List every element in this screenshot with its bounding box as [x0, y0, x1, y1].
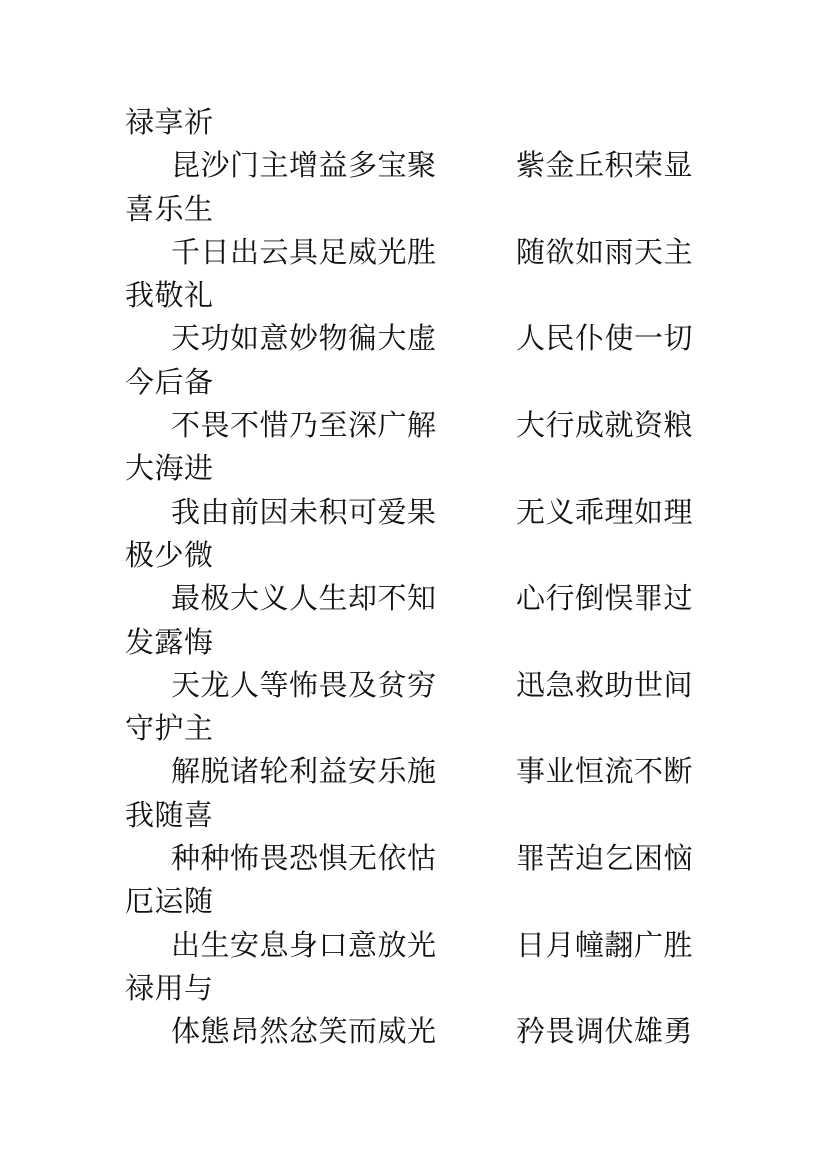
verse-right: 心行倒悮罪过: [516, 581, 694, 616]
continuation-line: 喜乐生: [125, 191, 214, 226]
verse-right: 无义乖理如理: [516, 494, 694, 529]
continuation-line: 禄享祈: [125, 105, 214, 139]
verse-line: [125, 404, 715, 447]
verse-left: 体態昂然忿笑而威光: [171, 1014, 437, 1049]
verse-line: [125, 317, 715, 360]
verse-left: 昆沙门主增益多宝聚: [171, 148, 437, 183]
verse-line: [125, 837, 715, 880]
verse-left: 最极大义人生却不知: [171, 581, 437, 616]
verse-line: [125, 231, 715, 274]
verse-right: 紫金丘积荣显: [516, 148, 694, 183]
continuation-line: 发露悔: [125, 624, 214, 659]
continuation-line: 禄用与: [125, 970, 214, 1005]
verse-right: 矜畏调伏雄勇: [516, 1014, 694, 1049]
verse-line: [125, 1010, 715, 1053]
verse-right: 大行成就资粮: [516, 408, 694, 443]
verse-line: [125, 144, 715, 187]
verse-left: 天功如意妙物徧大虚: [171, 321, 437, 356]
verse-line: [125, 491, 715, 534]
verse-left: 解脱诸轮利益安乐施: [171, 754, 437, 789]
verse-left: 我由前因未积可爱果: [171, 494, 437, 529]
continuation-line: 极少微: [125, 537, 214, 572]
continuation-line: 我敬礼: [125, 278, 214, 313]
continuation-line: 我随喜: [125, 797, 214, 832]
continuation-line: 今后备: [125, 364, 214, 399]
verse-right: 随欲如雨天主: [516, 234, 694, 269]
verse-left: 千日出云具足威光胜: [171, 234, 437, 269]
verse-line: [125, 924, 715, 967]
verse-right: 人民仆使一切: [516, 321, 694, 356]
verse-right: 日月幢翿广胜: [516, 927, 694, 962]
verse-right: 事业恒流不断: [516, 754, 694, 789]
verse-right: 迅急救助世间: [516, 667, 694, 702]
verse-line: [125, 664, 715, 707]
continuation-line: 大海进: [125, 451, 214, 486]
verse-line: [125, 750, 715, 793]
verse-left: 不畏不惜乃至深广解: [171, 408, 437, 443]
verse-line: [125, 577, 715, 620]
verse-left: 种种怖畏恐惧无依怙: [171, 841, 437, 876]
continuation-line: 厄运随: [125, 884, 214, 919]
verse-left: 出生安息身口意放光: [171, 927, 437, 962]
verse-text-block: [125, 101, 715, 1054]
continuation-line: 守护主: [125, 711, 214, 746]
verse-right: 罪苦迫乞困恼: [516, 841, 694, 876]
verse-left: 天龙人等怖畏及贫穷: [171, 667, 437, 702]
